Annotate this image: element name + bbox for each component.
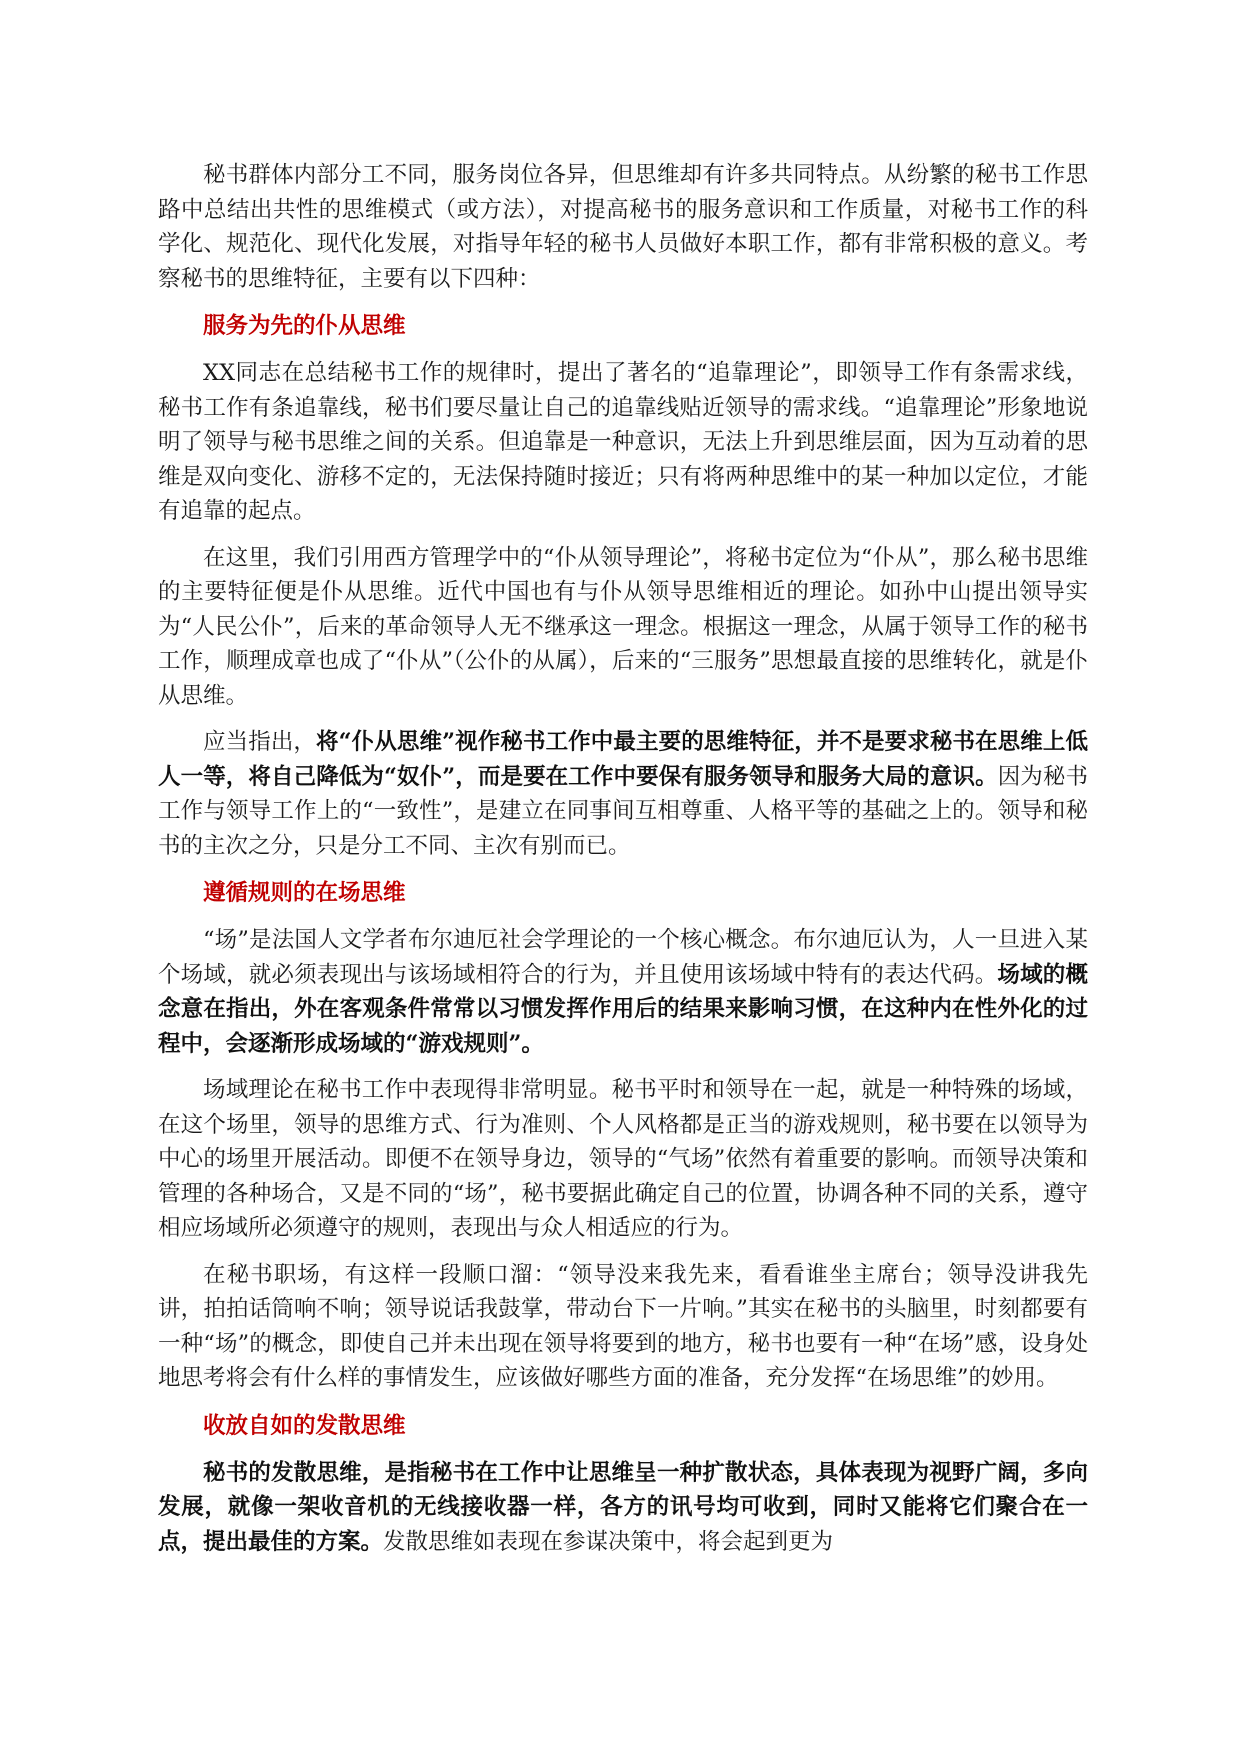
bold-emphasis: 场域的概念意在指出，外在客观条件常常以习惯发挥作用后的结果来影响习惯，在这种内在性外化的过程中，会逐渐形成场域的“游戏规则”。 xyxy=(158,961,1088,1057)
section-heading-servant-thinking: 服务为先的仆从思维 xyxy=(203,313,406,339)
paragraph-text: “场”是法国人文学者布尔迪厄社会学理论的一个核心概念。布尔迪厄认为，人一旦进入某个场域，就必须表现出与该场域相符合的行为，并且使用该场域中特有的表达代码。 xyxy=(158,927,1088,988)
paragraph-servant-clarification xyxy=(158,725,1088,863)
document-page xyxy=(158,158,1088,1571)
section-heading-field-thinking: 遵循规则的在场思维 xyxy=(203,880,406,906)
intro-paragraph: 秘书群体内部分工不同，服务岗位各异，但思维却有许多共同特点。从纷繁的秘书工作思路中总结出共性的思维模式（或方法），对提高秘书的服务意识和工作质量，对秘书工作的科学化、规范化、现代化发展，对指导年轻的秘书人员做好本职工作，都有非常积极的意义。考察秘书的思维特征，主要有以下四种： xyxy=(158,162,1088,292)
paragraph-text: 应当指出， xyxy=(203,729,317,755)
paragraph-jingle: 在秘书职场，有这样一段顺口溜：“领导没来我先来，看看谁坐主席台；领导没讲我先讲，拍拍话筒响不响；领导说话我鼓掌，带动台下一片响。”其实在秘书的头脑里，时刻都要有一种“场”的概念，即使自己并未出现在领导将要到的地方，秘书也要有一种“在场”感，设身处地思考将会有什么样的事情发生，应该做好哪些方面的准备，充分发挥“在场思维”的妙用。 xyxy=(158,1261,1088,1391)
paragraph-field-concept xyxy=(158,923,1088,1061)
paragraph-text: 因为秘书工作与领导工作上的“一致性”，是建立在同事间互相尊重、人格平等的基础之上的。领导和秘书的主次之分，只是分工不同、主次有别而已。 xyxy=(158,763,1088,859)
bold-emphasis: 将“仆从思维”视作秘书工作中最主要的思维特征，并不是要求秘书在思维上低人一等，将自己降低为“奴仆”，而是要在工作中要保有服务领导和服务大局的意识。 xyxy=(158,729,1088,790)
paragraph-servant-leadership: 在这里，我们引用西方管理学中的“仆从领导理论”，将秘书定位为“仆从”，那么秘书思维的主要特征便是仆从思维。近代中国也有与仆从领导思维相近的理论。如孙中山提出领导实为“人民公仆”，后来的革命领导人无不继承这一理念。根据这一理念，从属于领导工作的秘书工作，顺理成章也成了“仆从”（公仆的从属），后来的“三服务”思想最直接的思维转化，就是仆从思维。 xyxy=(158,544,1088,709)
section-heading-divergent-thinking: 收放自如的发散思维 xyxy=(203,1412,406,1439)
bold-emphasis: 秘书的发散思维，是指秘书在工作中让思维呈一种扩散状态，具体表现为视野广阔，多向发展，就像一架收音机的无线接收器一样，各方的讯号均可收到，同时又能将它们聚合在一点，提出最佳的方案。 xyxy=(158,1459,1088,1555)
paragraph-follow-theory: XX同志在总结秘书工作的规律时，提出了著名的“追靠理论”，即领导工作有条需求线，秘书工作有条追靠线，秘书们要尽量让自己的追靠线贴近领导的需求线。“追靠理论”形象地说明了领导与秘书思维之间的关系。但追靠是一种意识，无法上升到思维层面，因为互动着的思维是双向变化、游移不定的，无法保持随时接近；只有将两种思维中的某一种加以定位，才能有追靠的起点。 xyxy=(158,360,1088,524)
paragraph-text: 发散思维如表现在参谋决策中，将会起到更为 xyxy=(383,1528,834,1555)
paragraph-field-theory: 场域理论在秘书工作中表现得非常明显。秘书平时和领导在一起，就是一种特殊的场域，在这个场里，领导的思维方式、行为准则、个人风格都是正当的游戏规则，秘书要在以领导为中心的场里开展活动。即便不在领导身边，领导的“气场”依然有着重要的影响。而领导决策和管理的各种场合，又是不同的“场”，秘书要据此确定自己的位置，协调各种不同的关系，遵守相应场域所必须遵守的规则，表现出与众人相适应的行为。 xyxy=(158,1077,1088,1241)
paragraph-divergent xyxy=(158,1456,1088,1560)
